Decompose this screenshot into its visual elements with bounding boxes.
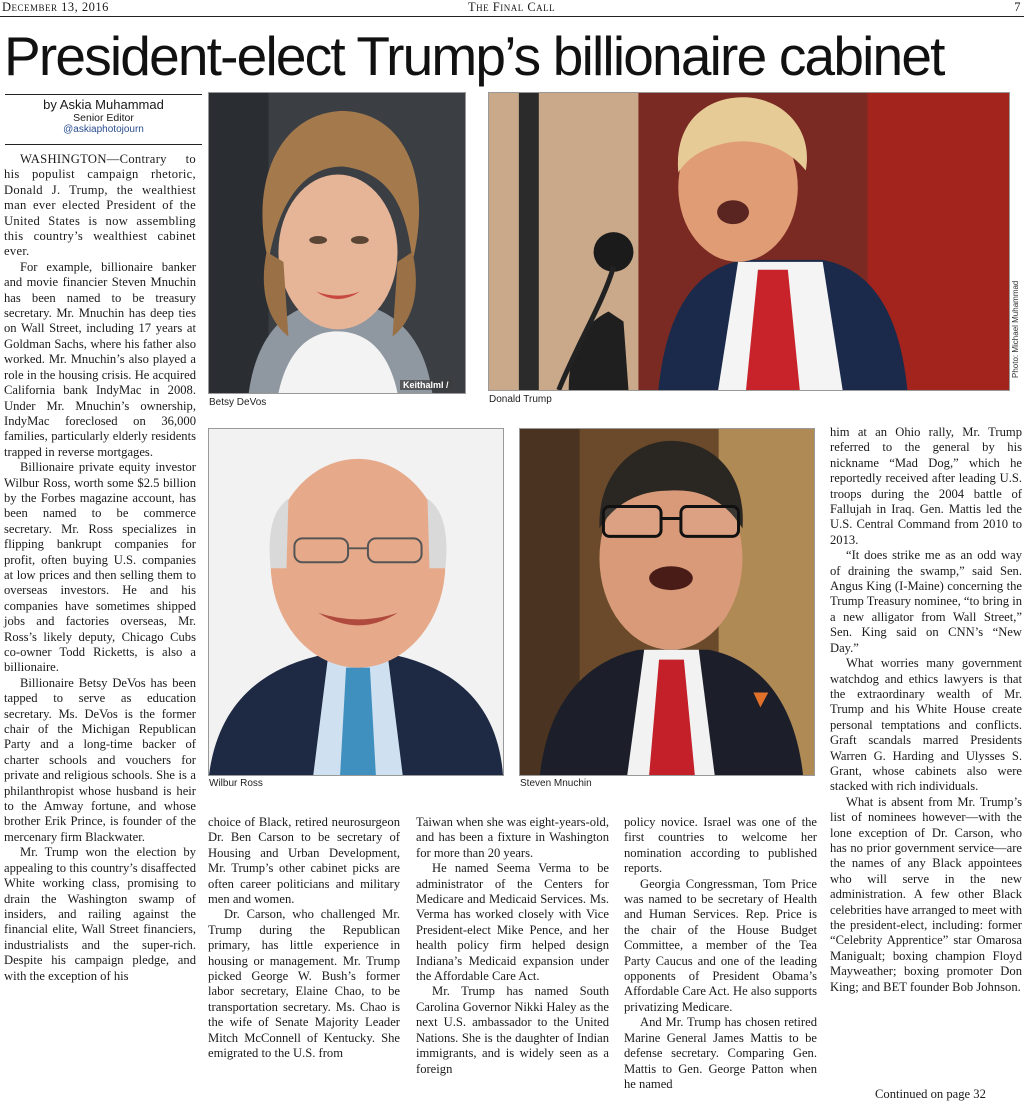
page-header <box>0 0 1024 17</box>
article-paragraph: What worries many government watchdog and ethics lawyers is that the extraordinary wealth of Mr. Trump and his White House create personal temptations and conflicts. Graft scandals marred Presidents Warren G. Harding and Ulysses S. Grant, whose cabinets also were stacked with rich individuals. <box>830 656 1022 794</box>
continued-jump-line[interactable]: Continued on page 32 <box>875 1087 986 1101</box>
article-paragraph: Billionaire private equity investor Wilbur Ross, worth some $2.5 billion by the Forbes magazine account, has been named to be commerce secretary. Mr. Ross specializes in flipping bankrupt companies for profit, often buying U.S. companies at low prices and then selling them to overseas investors. He and his companies have sometimes shipped jobs and factories overseas, Mr. Ross’s likely deputy, Chicago Cubs co-owner Todd Ricketts, is also a billionaire. <box>4 460 196 675</box>
article-paragraph: Billionaire Betsy DeVos has been tapped to serve as education secretary. Ms. DeVos is the former chair of the Michigan Republican Party and a long-time backer of charter schools and vouchers for private and religious schools. She is a philanthropist whose husband is heir to the Amway fortune, and whose brother Erik Prince, is founder of the mercenary firm Blackwater. <box>4 675 196 844</box>
article-paragraph: What is absent from Mr. Trump’s list of nominees however—with the lone exception of Dr. Carson, who has no prior government service—are the names of any Black appointees who will serve in the new administration. A few other Black celebrities have arranged to meet with the president-elect, including: former “Celebrity Apprentice” star Omarosa Manigualt; boxing champion Floyd Mayweather; boxing promoter Don King; and BET founder Bob Johnson. <box>830 794 1022 994</box>
trump-photo <box>488 92 1010 391</box>
trump-caption: Donald Trump <box>489 394 552 405</box>
article-paragraph: Georgia Congressman, Tom Price was named to be secretary of Health and Human Services. Rep. Price is the chair of the House Budget Committee, a member of the Tea Party Caucus and one of the leading opponents of President Obama’s Affordable Care Act. He also supports privatizing Medicare. <box>624 876 817 1014</box>
ross-photo <box>208 428 504 776</box>
devos-photo-watermark: KeithalmI / <box>400 380 452 390</box>
trump-portrait-image <box>489 93 1009 390</box>
devos-photo <box>208 92 466 394</box>
author-role: Senior Editor <box>73 112 134 124</box>
ross-portrait-image <box>209 429 503 775</box>
issue-date: December 13, 2016 <box>2 0 109 14</box>
article-paragraph: “It does strike me as an odd way of draining the swamp,” said Sen. Angus King (I-Maine) concerning the Trump Treasury nominee, “to bring in a new alligator from Wall Street,” Sen. King said on CNN’s “New Day.” <box>830 548 1022 655</box>
article-paragraph: Dr. Carson, who challenged Mr. Trump during the Republican primary, has little experience in housing or management. Mr. Trump picked George W. Bush’s former labor secretary, Elaine Chao, to be transportation secretary. Ms. Chao is the wife of Senate Majority Leader Mitch McConnell of Kentucky. She emigrated to the U.S. from <box>208 907 400 1061</box>
article-paragraph: him at an Ohio rally, Mr. Trump referred to the general by his nickname “Mad Dog,” which he reportedly received after leading U.S. troops during the 2004 battle of Fallujah in Iraq. Gen. Mattis led the U.S. Central Command from 2010 to 2013. <box>830 425 1022 547</box>
article-column-4 <box>624 815 817 1092</box>
devos-portrait-image <box>209 93 465 393</box>
mnuchin-portrait-image <box>520 429 814 775</box>
byline-rule-bottom <box>5 144 202 145</box>
article-paragraph: choice of Black, retired neurosurgeon Dr. Ben Carson to be secretary of Housing and Urban Development, Mr. Trump’s other cabinet picks are often career politicians and military men and women. <box>208 815 400 907</box>
article-paragraph: He named Seema Verma to be administrator of the Centers for Medicare and Medicaid Services. Ms. Verma has worked closely with Vice President-elect Mike Pence, and her health policy firm helped design Indiana’s Medicaid expansion under the Affordable Care Act. <box>416 861 609 984</box>
article-paragraph: And Mr. Trump has chosen retired Marine General James Mattis to be defense secretary. Comparing Gen. Mattis to Gen. George Patton when he named <box>624 1015 817 1091</box>
mnuchin-caption: Steven Mnuchin <box>520 778 592 789</box>
devos-caption: Betsy DeVos <box>209 397 267 408</box>
article-paragraph: Mr. Trump has named South Carolina Governor Nikki Haley as the next U.S. ambassador to the United Nations. She is the daughter of Indian immigrants, and is widely seen as a foreign <box>416 984 609 1076</box>
article-column-3 <box>416 815 609 1077</box>
author-name: by Askia Muhammad <box>43 97 164 112</box>
page-number: 7 <box>1014 0 1021 14</box>
article-column-2 <box>208 815 400 1062</box>
article-paragraph: policy novice. Israel was one of the first countries to welcome her nomination according to published reports. <box>624 815 817 876</box>
byline-rule-top <box>5 94 202 95</box>
author-handle[interactable]: @askiaphotojourn <box>63 124 144 135</box>
byline <box>5 97 202 136</box>
headline: President-elect Trump’s billionaire cabinet <box>4 25 944 87</box>
article-paragraph: Mr. Trump won the election by appealing to this country’s disaffected White working class, promising to drain the Washington swamp of insiders, and railing against the financial elite, Wall Street financiers, industrialists and the super-rich. Despite his campaign pledge, and with the exception of his <box>4 845 196 983</box>
ross-caption: Wilbur Ross <box>209 778 263 789</box>
mnuchin-photo <box>519 428 815 776</box>
article-column-1 <box>4 152 196 984</box>
article-paragraph: WASHINGTON—Contrary to his populist campaign rhetoric, Donald J. Trump, the wealthiest man ever elected President of the United States is now assembling this country’s wealthiest cabinet ever. <box>4 152 196 259</box>
trump-photo-credit: Photo: Michael Muhammad <box>1011 280 1020 378</box>
article-column-5 <box>830 425 1022 995</box>
article-paragraph: Taiwan when she was eight-years-old, and has been a fixture in Washington for more than 20 years. <box>416 815 609 860</box>
article-paragraph: For example, billionaire banker and movie financier Steven Mnuchin has been named to be treasury secretary. Mr. Mnuchin has deep ties on Wall Street, including 17 years at Goldman Sachs, where his father also worked. Mr. Mnuchin’s also played a role in the housing crisis. He acquired California bank IndyMac in 2008. Under Mr. Mnuchin’s ownership, IndyMac foreclosed on 36,000 families, particularly elderly residents trapped in reverse mortgages. <box>4 259 196 459</box>
paper-name: The Final Call <box>468 0 556 14</box>
